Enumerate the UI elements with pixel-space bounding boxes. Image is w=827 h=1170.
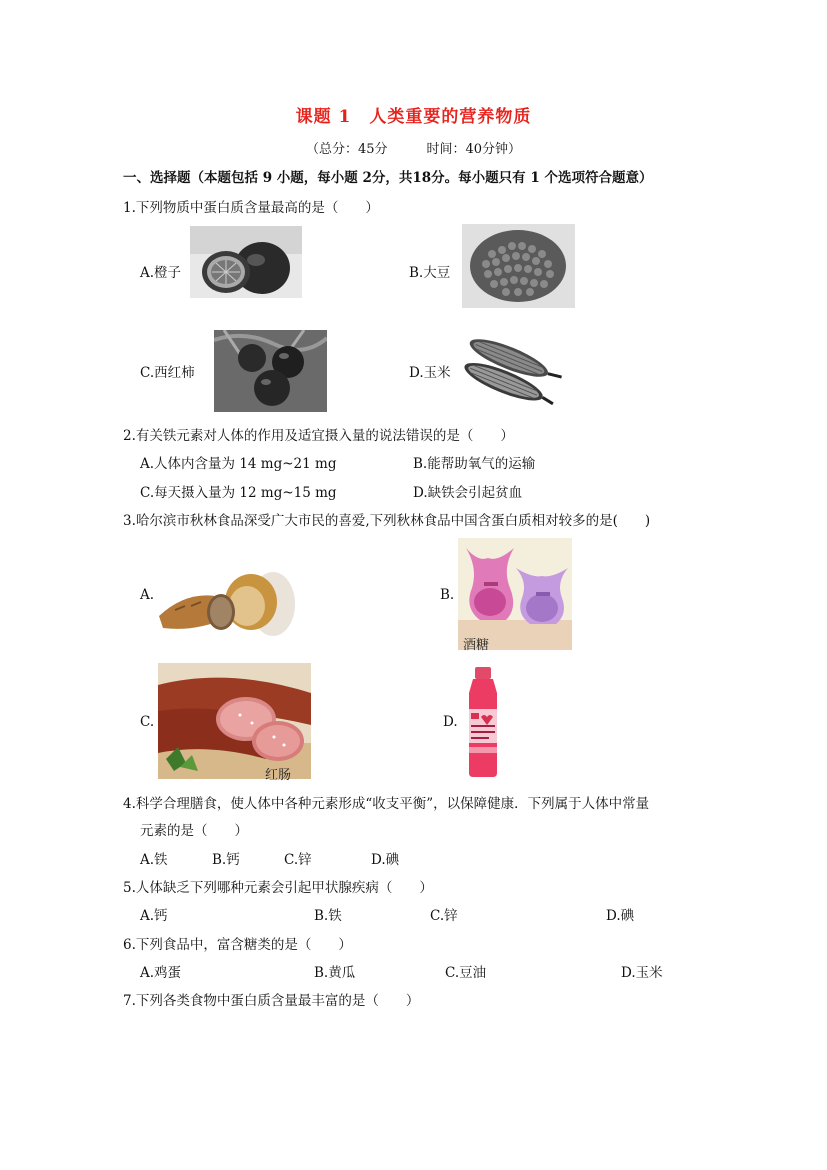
question-3-stem: 3.哈尔滨市秋林食品深受广大市民的喜爱,下列秋林食品中国含蛋白质相对较多的是( ) <box>123 513 651 529</box>
q1-option-d: D.玉米 <box>409 365 451 381</box>
q2-option-b: B.能帮助氧气的运输 <box>413 456 536 472</box>
q5-option-c: C.锌 <box>430 908 458 924</box>
question-1-stem: 1.下列物质中蛋白质含量最高的是（ ） <box>123 200 379 216</box>
question-4-stem-line2: 元素的是（ ） <box>140 823 248 839</box>
soybeans-image <box>462 224 575 308</box>
q4-option-b: B.钙 <box>212 852 240 868</box>
sausage-caption: 红肠 <box>265 768 292 783</box>
q6-option-c: C.豆油 <box>445 965 487 981</box>
q1-option-a: A.橙子 <box>140 265 182 281</box>
q5-option-a: A.钙 <box>140 908 168 924</box>
drink-bottle-image <box>459 665 507 779</box>
corn-image <box>457 328 565 410</box>
q1-option-b: B.大豆 <box>409 265 451 281</box>
q1-option-c: C.西红柿 <box>140 365 195 381</box>
q6-option-a: A.鸡蛋 <box>140 965 182 981</box>
q2-option-d: D.缺铁会引起贫血 <box>413 485 523 501</box>
q4-option-d: D.碘 <box>371 852 400 868</box>
question-7-stem: 7.下列各类食物中蛋白质含量最丰富的是（ ） <box>123 993 420 1009</box>
page-title: 课题 1 人类重要的营养物质 <box>295 107 532 127</box>
question-4-stem-line1: 4.科学合理膳食，使人体中各种元素形成“收支平衡”，以保障健康．下列属于人体中常量 <box>123 796 650 812</box>
orange-image <box>190 226 302 298</box>
question-2-stem: 2.有关铁元素对人体的作用及适宜摄入量的说法错误的是（ ） <box>123 428 514 444</box>
bread-image <box>155 566 295 638</box>
q2-option-c: C.每天摄入量为 12 mg~15 mg <box>140 485 337 501</box>
exam-info: （总分：45分 时间：40分钟） <box>305 142 522 157</box>
q5-option-b: B.铁 <box>314 908 342 924</box>
question-5-stem: 5.人体缺乏下列哪种元素会引起甲状腺疾病（ ） <box>123 880 433 896</box>
sausage-image <box>158 663 311 779</box>
q3-option-a: A. <box>140 587 155 603</box>
q3-option-d: D. <box>443 714 458 730</box>
q6-option-d: D.玉米 <box>621 965 663 981</box>
q6-option-b: B.黄瓜 <box>314 965 356 981</box>
q4-option-a: A.铁 <box>140 852 168 868</box>
q4-option-c: C.锌 <box>284 852 312 868</box>
q5-option-d: D.碘 <box>606 908 635 924</box>
tomato-image <box>214 330 327 412</box>
candy-caption: 酒糖 <box>463 638 490 653</box>
q3-option-b: B. <box>440 587 455 603</box>
question-6-stem: 6.下列食品中，富含糖类的是（ ） <box>123 937 352 953</box>
q2-option-a: A.人体内含量为 14 mg~21 mg <box>140 456 337 472</box>
section-heading: 一、选择题（本题包括 9 小题，每小题 2分，共18分。每小题只有 1 个选项符合题意） <box>123 170 653 186</box>
q3-option-c: C. <box>140 714 155 730</box>
